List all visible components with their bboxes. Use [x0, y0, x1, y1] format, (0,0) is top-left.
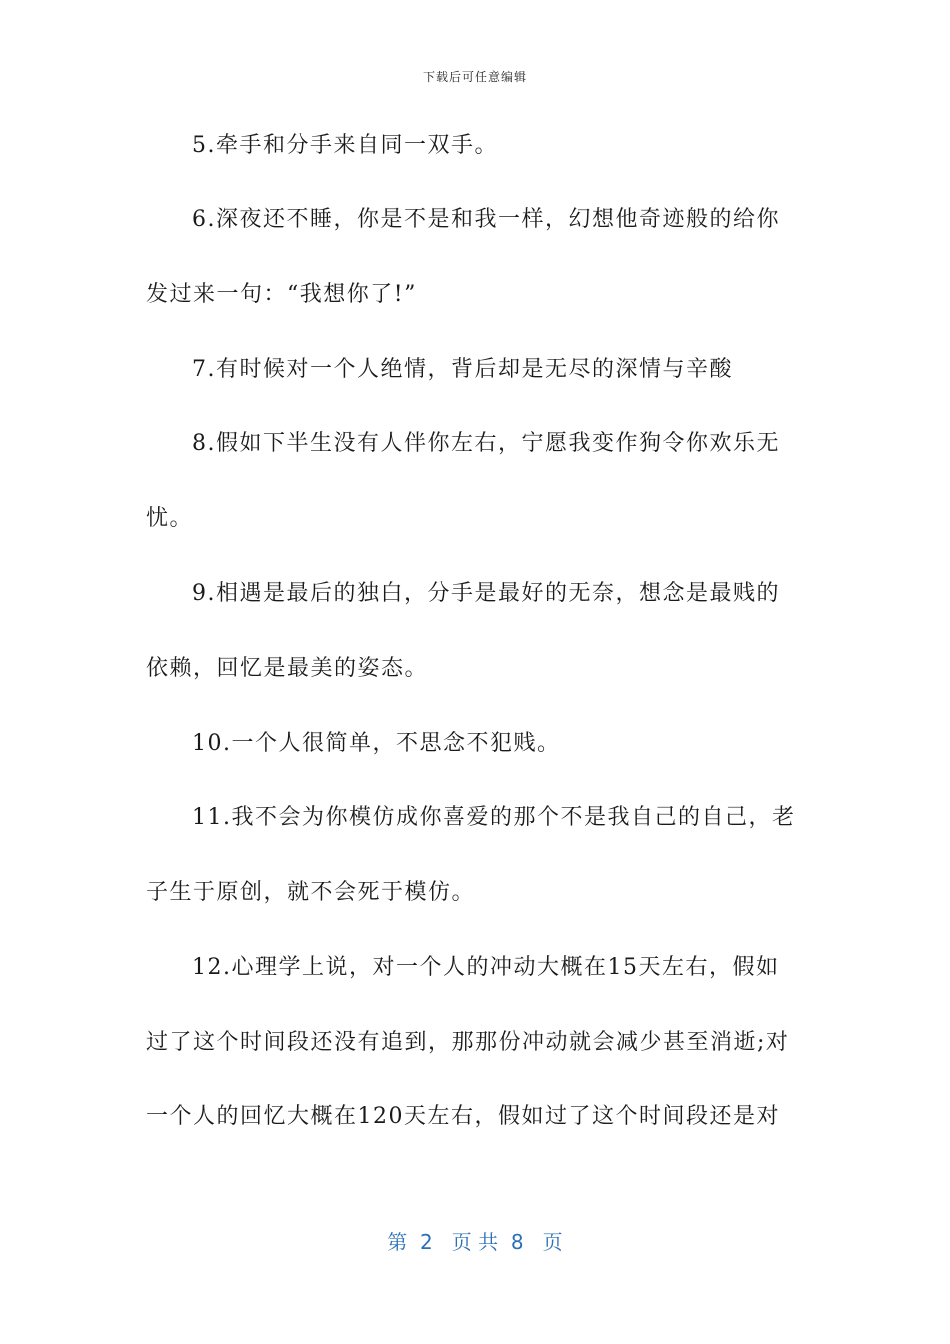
paragraph-12-line-1: 12.心理学上说，对一个人的冲动大概在15天左右，假如 [192, 955, 780, 980]
paragraph-8-line-2: 忧。 [146, 506, 194, 531]
paragraph-11-line-1: 11.我不会为你模仿成你喜爱的那个不是我自己的自己，老 [192, 805, 796, 830]
paragraph-10-line-1: 10.一个人很简单，不思念不犯贱。 [192, 731, 561, 756]
page-number-footer: 第 2 页 共 8 页 [387, 1230, 563, 1254]
paragraph-7-line-1: 7.有时候对一个人绝情，背后却是无尽的深情与辛酸 [192, 357, 733, 382]
paragraph-9-line-1: 9.相遇是最后的独白，分手是最好的无奈，想念是最贱的 [192, 581, 780, 606]
paragraph-8-line-1: 8.假如下半生没有人伴你左右，宁愿我变作狗令你欢乐无 [192, 431, 780, 456]
paragraph-6-line-2: 发过来一句：“我想你了!” [146, 282, 417, 307]
paragraph-12-line-2: 过了这个时间段还没有追到，那那份冲动就会减少甚至消逝;对 [146, 1030, 790, 1055]
page-header-note: 下载后可任意编辑 [422, 70, 527, 84]
paragraph-6-line-1: 6.深夜还不睡，你是不是和我一样，幻想他奇迹般的给你 [192, 207, 780, 232]
paragraph-9-line-2: 依赖，回忆是最美的姿态。 [146, 656, 429, 681]
paragraph-11-line-2: 子生于原创，就不会死于模仿。 [146, 880, 476, 905]
paragraph-5-line-1: 5.牵手和分手来自同一双手。 [192, 133, 498, 158]
paragraph-12-line-3: 一个人的回忆大概在120天左右，假如过了这个时间段还是对 [146, 1104, 780, 1129]
